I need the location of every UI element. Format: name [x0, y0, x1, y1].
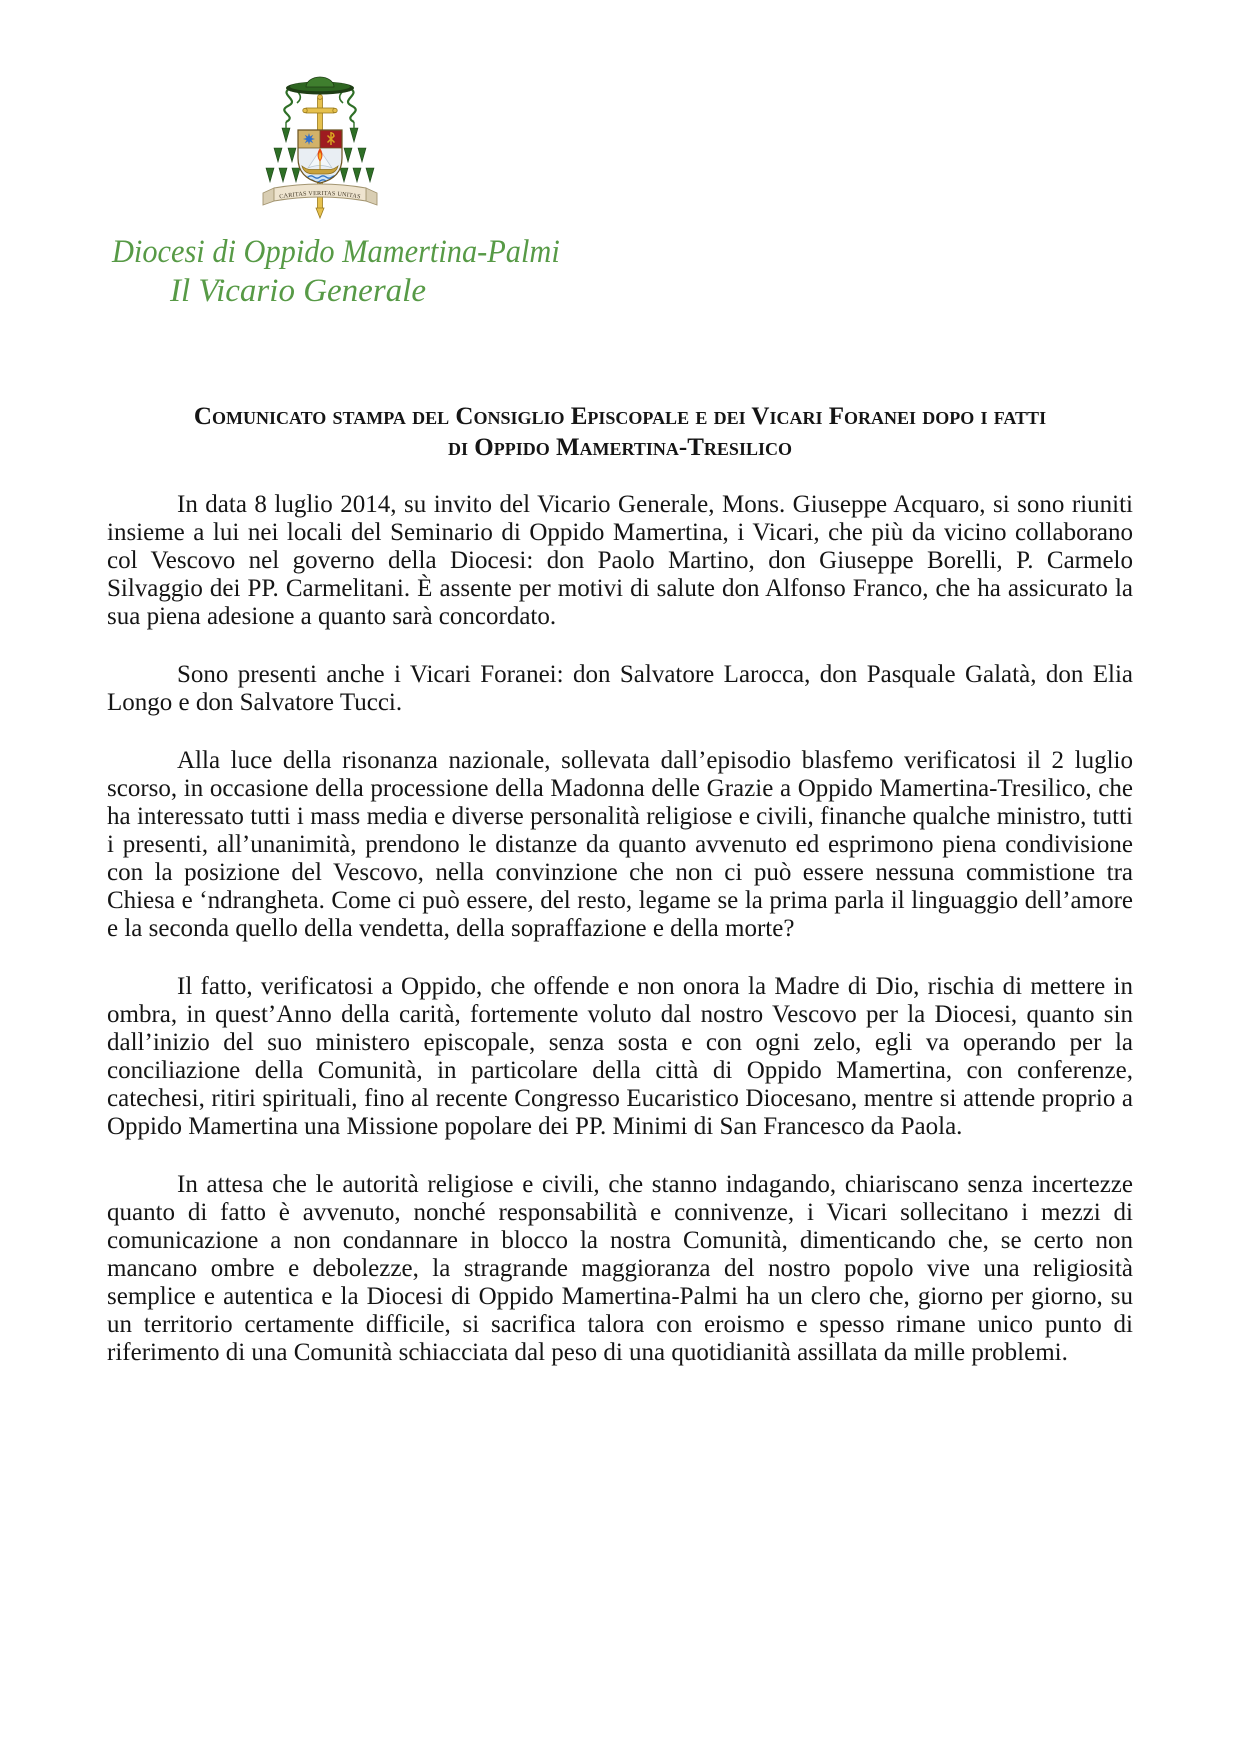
galero-hat-icon [286, 77, 354, 95]
diocese-coat-of-arms-icon [250, 58, 390, 222]
paragraph-3: Alla luce della risonanza nazionale, sollevata dall’episodio blasfemo verificatosi il 2 luglio scorso, in occasione della processione della Madonna delle Grazie a Oppido Mamertina-Tresilico, che ha interessato tutti i mass media e diverse personalità religiose e civili, finanche qualche ministro, tutti i presenti, all’unanimità, prendono le distanze da quanto avvenuto ed esprimono piena condivisione con la posizione del Vescovo, nella convinzione che non ci può essere nessuna commistione tra Chiesa e ‘ndrangheta. Come ci può essere, del resto, legame se la prima parla il linguaggio dell’amore e la seconda quello della vendetta, della sopraffazione e della morte? [107, 747, 1133, 942]
paragraph-2: Sono presenti anche i Vicari Foranei: don Salvatore Larocca, don Pasquale Galatà, don Elia Longo e don Salvatore Tucci. [107, 661, 1133, 716]
paragraph-4: Il fatto, verificatosi a Oppido, che offende e non onora la Madre di Dio, rischia di mettere in ombra, in quest’Anno della carità, fortemente voluto dal nostro Vescovo per la Diocesi, quanto sin dall’inizio del suo ministero episcopale, senza sosta e con ogni zelo, egli va operando per la conciliazione della Comunità, in particolare della città di Oppido Mamertina, con conferenze, catechesi, ritiri spirituali, fino al recente Congresso Eucaristico Diocesano, mentre si attende proprio a Oppido Mamertina una Missione popolare dei PP. Minimi di San Francesco da Paola. [107, 973, 1133, 1140]
motto-text: CARITAS VERITAS UNITAS [278, 189, 362, 201]
vicar-general-title: Il Vicario Generale [170, 273, 426, 310]
title-line-1: Comunicato stampa del Consiglio Episcopale e dei Vicari Foranei dopo i fatti [193, 403, 1047, 430]
paragraph-1: In data 8 luglio 2014, su invito del Vicario Generale, Mons. Giuseppe Acquaro, si sono riuniti insieme a lui nei locali del Seminario di Oppido Mamertina, i Vicari, che più da vicino collaborano col Vescovo nel governo della Diocesi: don Paolo Martino, don Giuseppe Borelli, P. Carmelo Silvaggio dei PP. Carmelitani. È assente per motivi di salute don Alfonso Franco, che ha assicurato la sua piena adesione a quanto sarà concordato. [107, 491, 1133, 630]
letterhead [112, 234, 560, 310]
episcopal-shield-icon [296, 130, 344, 188]
diocese-name: Diocesi di Oppido Mamertina-Palmi [112, 234, 560, 270]
paragraph-5: In attesa che le autorità religiose e civili, che stanno indagando, chiariscano senza incertezze quanto di fatto è avvenuto, nonché responsabilità e connivenze, i Vicari sollecitano i mezzi di comunicazione a non condannare in blocco la nostra Comunità, dimenticando che, se certo non mancano ombre e debolezze, la stragrande maggioranza del nostro popolo vive una religiosità semplice e autentica e la Diocesi di Oppido Mamertina-Palmi ha un clero che, giorno per giorno, su un territorio certamente difficile, si sacrifica talora con eroismo e spesso rimane unico punto di riferimento di una Comunità schiacciata dal peso di una quotidianità assillata da mille problemi. [107, 1171, 1133, 1366]
press-release-body [107, 401, 1133, 1397]
press-release-title [107, 401, 1133, 463]
title-line-2: di Oppido Mamertina-Tresilico [448, 434, 792, 461]
